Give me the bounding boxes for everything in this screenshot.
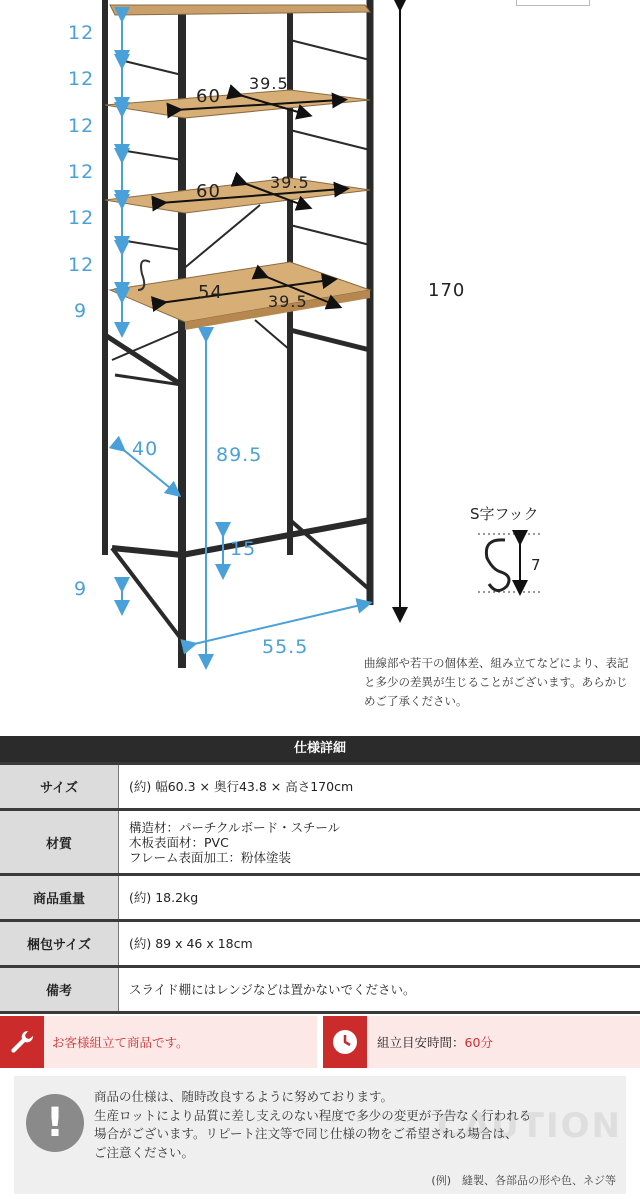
spec-label: 梱包サイズ [0,922,119,965]
dimension-note: 曲線部や若干の個体差、組み立てなどにより、表記と多少の差異が生じることがございます。あらかじめご了承ください。 [364,656,629,708]
hook-title: S字フック [470,505,539,523]
notice-example: (例) 縫製、各部品の形や色、ネジ等 [431,1174,616,1187]
dim-left-5: 12 [68,207,95,229]
spec-row-weight [0,876,640,922]
shelf1-depth: 39.5 [249,74,289,93]
dim-left-6: 12 [68,254,95,276]
assembly-required [0,1016,317,1068]
base-width: 55.5 [262,636,309,658]
spec-line: 構造材：パーチクルボード・スチール [129,819,341,835]
notice-line: 生産ロットにより品質に差し支えのない程度で多少の変更が予告なく行われる [94,1107,532,1123]
bar-height: 15 [230,538,257,560]
assembly-required-text: お客様組立て商品です。 [52,1035,189,1050]
dim-left-1: 12 [68,22,95,44]
spec-line: (約) 18.2kg [129,890,199,905]
assembly-time-value: 60分 [464,1035,493,1050]
lower-depth: 40 [132,438,159,460]
spec-value [119,876,640,919]
caution-watermark: CAUTION [436,1106,622,1146]
lower-height: 89.5 [216,444,263,466]
notice-line: 商品の仕様は、随時改良するように努めております。 [94,1089,394,1104]
spec-title: 仕様詳細 [0,736,640,762]
spec-row-package [0,922,640,968]
assembly-time-text [377,1033,493,1051]
spec-row-remarks [0,968,640,1014]
spec-table [0,736,640,1014]
dim-left-4: 12 [68,161,95,183]
spec-line: (約) 幅60.3 × 奥行43.8 × 高さ170cm [129,779,354,794]
spec-value [119,765,640,808]
spec-line: フレーム表面加工：粉体塗装 [129,849,292,865]
assembly-info [0,1016,640,1068]
spec-label: 備考 [0,968,119,1011]
total-height: 170 [428,280,466,301]
spec-value [119,811,640,873]
spec-label: サイズ [0,765,119,808]
hook-height: 7 [531,556,541,574]
notice-line: ご注意ください。 [94,1144,195,1160]
clock-icon [323,1016,367,1068]
spec-line: スライド棚にはレンジなどは置かないでください。 [129,982,416,997]
spec-value [119,968,640,1011]
shelf1-width: 60 [196,86,221,107]
wrench-icon [0,1016,44,1068]
spec-row-material [0,811,640,876]
dim-left-3: 12 [68,115,95,137]
spec-value [119,922,640,965]
dim-left-2: 12 [68,68,95,90]
dim-left-7: 9 [74,300,88,322]
spec-row-size [0,762,640,811]
spec-line: (約) 89 x 46 x 18cm [129,936,253,951]
shelf3-depth: 39.5 [268,292,308,311]
shelf2-depth: 39.5 [270,173,310,192]
dim-bottom-left: 9 [74,578,88,600]
shelf2-width: 60 [196,181,221,202]
assembly-time [317,1016,640,1068]
spec-label: 商品重量 [0,876,119,919]
notice-line: 場合がございます。リピート注文等で同じ仕様の物をご希望される場合は、 [94,1126,518,1141]
spec-label: 材質 [0,811,119,873]
exclamation-icon: ! [26,1094,84,1152]
spec-line: 木板表面材：PVC [129,834,229,850]
caution-notice [14,1076,626,1194]
assembly-time-label: 組立目安時間： [377,1035,465,1050]
shelf3-width: 54 [198,282,223,303]
